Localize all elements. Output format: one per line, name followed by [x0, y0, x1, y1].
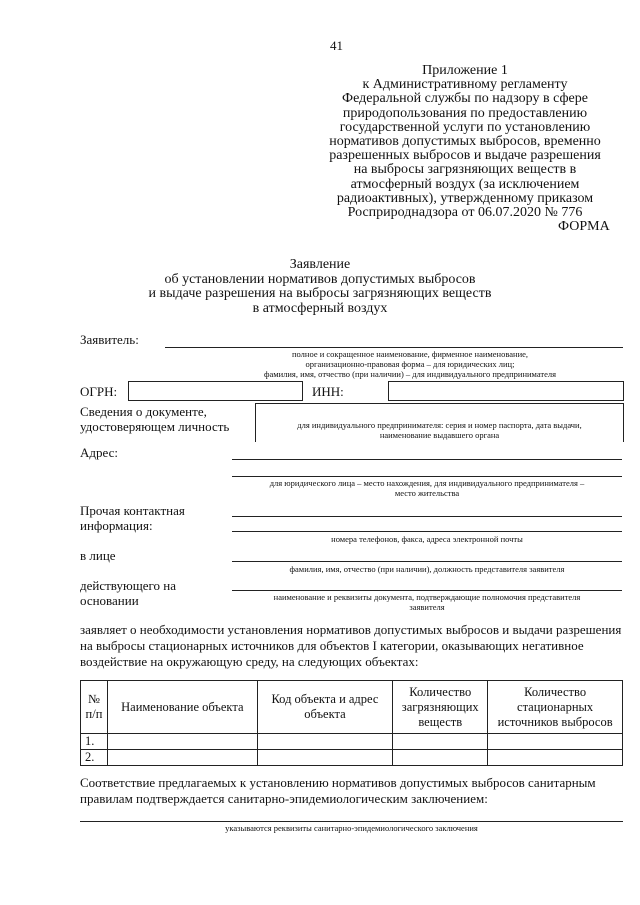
- table-cell[interactable]: [488, 750, 623, 766]
- conformity-line: правилам подтверждается санитарно-эпидемиологическим заключением:: [80, 791, 488, 806]
- appendix-line: государственной услуги по установлению: [339, 119, 591, 135]
- address-label: Адрес:: [80, 445, 118, 460]
- statement-line: об установлении нормативов допустимых выбросов: [164, 271, 476, 287]
- applicant-label: Заявитель:: [80, 332, 139, 347]
- document-label: [80, 404, 229, 434]
- column-header-pollutants-count: Количество загрязняющих веществ: [393, 681, 488, 734]
- appendix-line: нормативов допустимых выбросов, временно: [329, 134, 601, 150]
- address-line[interactable]: [232, 459, 622, 460]
- hint-line: место жительства: [394, 488, 460, 498]
- declaration-line: на выбросы стационарных источников для объектов I категории, оказывающих негативное: [80, 638, 584, 653]
- document-label-line: Сведения о документе,: [80, 404, 207, 419]
- table-cell[interactable]: [393, 750, 488, 766]
- contact-label: [80, 503, 185, 533]
- contact-line[interactable]: [232, 516, 622, 517]
- contact-line[interactable]: [232, 531, 622, 532]
- statement-line: и выдаче разрешения на выбросы загрязняющих веществ: [148, 286, 492, 301]
- address-hint: [232, 478, 622, 498]
- inn-label: ИНН:: [312, 384, 344, 399]
- ogrn-label: ОГРН:: [80, 384, 118, 399]
- appendix-line: Федеральной службы по надзору в сфере: [342, 91, 588, 107]
- page-number: 41: [330, 38, 343, 53]
- document-label-line: удостоверяющем личность: [80, 419, 230, 434]
- table-cell[interactable]: [257, 734, 393, 750]
- appendix-line: атмосферный воздух (за исключением: [350, 176, 580, 192]
- table-cell-number: 2.: [81, 750, 108, 766]
- person-line[interactable]: [232, 561, 622, 562]
- hint-line: наименование выдавшего органа: [379, 430, 500, 440]
- hint-line: организационно-правовая форма – для юридических лиц;: [305, 359, 515, 369]
- table-cell[interactable]: [107, 750, 257, 766]
- conformity-paragraph: [80, 775, 623, 807]
- hint-line: наименование и реквизиты документа, подтверждающие полномочия представителя: [273, 592, 581, 602]
- basis-label-line: действующего на: [80, 578, 176, 593]
- basis-line[interactable]: [232, 590, 622, 591]
- inn-field[interactable]: [388, 381, 624, 401]
- person-hint: фамилия, имя, отчество (при наличии), должность представителя заявителя: [289, 564, 565, 574]
- table-cell[interactable]: [107, 734, 257, 750]
- declaration-paragraph: [80, 622, 623, 670]
- column-header-number: № п/п: [81, 681, 108, 734]
- statement-title: Заявление: [289, 257, 351, 272]
- statement-title-block: [100, 258, 540, 316]
- contact-label-line: Прочая контактная: [80, 503, 185, 518]
- column-header-sources-count: Количество стационарных источников выбросов: [488, 681, 623, 734]
- column-header-object-code: Код объекта и адрес объекта: [257, 681, 393, 734]
- ogrn-field[interactable]: [128, 381, 303, 401]
- basis-label-line: основании: [80, 593, 139, 608]
- hint-line: фамилия, имя, отчество (при наличии) – для индивидуального предпринимателя: [263, 369, 557, 379]
- basis-hint: [232, 592, 622, 612]
- declaration-line: воздействие на окружающую среду, на следующих объектах:: [80, 654, 419, 669]
- appendix-line: радиоактивных), утвержденному приказом: [336, 190, 594, 206]
- statement-line: в атмосферный воздух: [252, 300, 388, 316]
- address-line[interactable]: [232, 476, 622, 477]
- table-header-row: [81, 681, 623, 734]
- contact-label-line: информация:: [80, 518, 153, 533]
- table-cell[interactable]: [393, 734, 488, 750]
- declaration-line: заявляет о необходимости установления нормативов допустимых выбросов и выдачи разрешения: [80, 622, 622, 637]
- objects-table: [80, 680, 623, 766]
- appendix-line: разрешенных выбросов и выдаче разрешения: [329, 148, 601, 164]
- conformity-line: Соответствие предлагаемых к установлению нормативов допустимых выбросов санитарным: [80, 775, 596, 790]
- column-header-object-name: Наименование объекта: [107, 681, 257, 734]
- conformity-line-field[interactable]: [80, 821, 623, 822]
- form-label: ФОРМА: [558, 219, 610, 234]
- appendix-line: природопользования по предоставлению: [342, 105, 588, 121]
- table-cell[interactable]: [488, 734, 623, 750]
- table-row: [81, 734, 623, 750]
- table-cell-number: 1.: [81, 734, 108, 750]
- basis-label: [80, 578, 176, 608]
- person-label: в лице: [80, 548, 116, 563]
- applicant-hint: [200, 349, 620, 379]
- appendix-title: Приложение 1: [422, 63, 508, 78]
- hint-line: для индивидуального предпринимателя: серия и номер паспорта, дата выдачи,: [297, 420, 582, 430]
- contact-hint: номера телефонов, факса, адреса электронной почты: [331, 534, 523, 544]
- applicant-line[interactable]: [165, 347, 623, 348]
- appendix-line: к Административному регламенту: [362, 77, 568, 93]
- hint-line: заявителя: [409, 602, 445, 612]
- hint-line: для юридического лица – место нахождения, для индивидуального предпринимателя –: [269, 478, 585, 488]
- appendix-line: на выбросы загрязняющих веществ в: [353, 162, 577, 178]
- appendix-line: Росприроднадзора от 06.07.2020 № 776: [347, 205, 583, 221]
- appendix-block: [300, 64, 630, 220]
- conformity-hint: указываются реквизиты санитарно-эпидемиологического заключения: [225, 823, 478, 833]
- table-row: [81, 750, 623, 766]
- document-hint: [262, 420, 617, 440]
- hint-line: полное и сокращенное наименование, фирменное наименование,: [291, 349, 529, 359]
- table-cell[interactable]: [257, 750, 393, 766]
